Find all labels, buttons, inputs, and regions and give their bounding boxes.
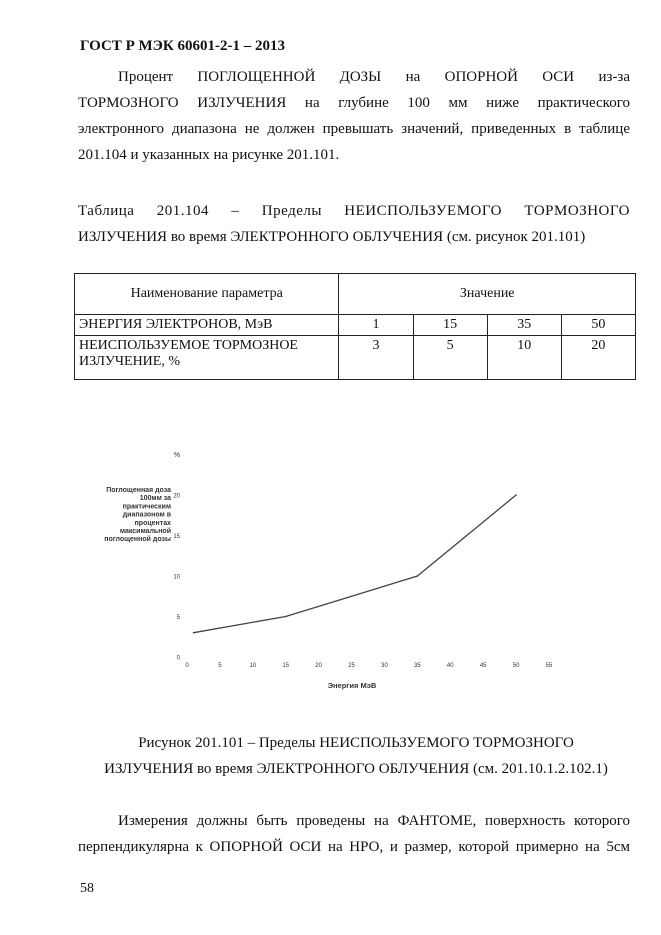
x-tick-label: 55 — [545, 663, 553, 669]
column-header-value: Значение — [339, 274, 636, 315]
table-row — [75, 315, 636, 336]
x-tick-label: 5 — [218, 663, 222, 669]
row-label: ЭНЕРГИЯ ЭЛЕКТРОНОВ, МэВ — [75, 315, 339, 336]
y-tick-label: 0 — [176, 655, 180, 662]
intro-line: электронного диапазона не должен превышать значений, приведенных в таблице — [78, 121, 630, 137]
intro-line: ТОРМОЗНОГО ИЗЛУЧЕНИЯ на глубине 100 мм ниже практического — [78, 95, 630, 111]
y-axis-title-line: поглощенной дозы — [104, 536, 171, 544]
y-axis-title-line: Поглощенная доза — [106, 487, 171, 494]
intro-line: 201.104 и указанных на рисунке 201.101. — [78, 147, 340, 163]
x-tick-labels — [185, 663, 553, 669]
x-tick-label: 10 — [249, 663, 257, 669]
table-title-line: Таблица 201.104 – Пределы НЕИСПОЛЬЗУЕМОГО ТОРМОЗНОГО — [78, 203, 630, 219]
y-tick-labels — [173, 494, 180, 662]
table-cell: 35 — [487, 315, 561, 336]
y-axis-title-line: максимальной — [119, 528, 171, 535]
x-tick-label: 45 — [479, 663, 487, 669]
intro-paragraph — [78, 64, 630, 168]
figure-caption — [80, 730, 632, 782]
y-tick-label: 15 — [173, 534, 180, 540]
y-tick-label: 20 — [173, 493, 180, 500]
row-label: НЕИСПОЛЬЗУЕМОЕ ТОРМОЗНОЕ ИЗЛУЧЕНИЕ, % — [75, 336, 339, 380]
data-points — [193, 494, 517, 633]
x-axis-title: Энергия МэВ — [327, 681, 377, 690]
parameter-table — [74, 273, 636, 380]
outro-line: Измерения должны быть проведены на ФАНТОМЕ, поверхность которого — [118, 813, 630, 829]
data-point — [417, 575, 419, 577]
y-axis-title-line: процентах — [134, 519, 171, 527]
table-cell: 20 — [561, 336, 635, 380]
bremsstrahlung-chart — [0, 440, 661, 700]
series-line — [194, 495, 516, 633]
y-axis-title — [104, 487, 171, 543]
y-axis-title-line: диапазоном в — [122, 511, 171, 519]
table-header-row — [75, 274, 636, 315]
column-header-param: Наименование параметра — [75, 274, 339, 315]
data-point — [515, 494, 517, 496]
table-title-line: ИЗЛУЧЕНИЯ во время ЭЛЕКТРОННОГО ОБЛУЧЕНИЯ (см. рисунок 201.101) — [78, 229, 586, 245]
table-title — [78, 198, 630, 250]
x-tick-label: 40 — [446, 663, 454, 669]
table-cell: 1 — [339, 315, 413, 336]
x-tick-label: 30 — [381, 663, 388, 669]
y-tick-label: 5 — [176, 615, 180, 621]
intro-line: Процент ПОГЛОЩЕННОЙ ДОЗЫ на ОПОРНОЙ ОСИ из-за — [118, 69, 630, 85]
table-cell: 3 — [339, 336, 413, 380]
x-tick-label: 50 — [512, 663, 520, 669]
table-cell: 5 — [413, 336, 487, 380]
y-axis-title-line: 100мм за — [139, 495, 171, 503]
data-point — [193, 632, 195, 634]
outro-paragraph — [78, 808, 630, 860]
table-cell: 15 — [413, 315, 487, 336]
data-point — [285, 616, 287, 618]
page-number: 58 — [80, 881, 94, 896]
x-tick-label: 0 — [185, 663, 189, 669]
x-tick-label: 15 — [282, 663, 290, 669]
x-tick-label: 25 — [348, 663, 355, 669]
y-unit-label: % — [173, 452, 181, 459]
document-header: ГОСТ Р МЭК 60601-2-1 – 2013 — [80, 38, 285, 54]
y-axis-title-line: практическим — [122, 503, 171, 511]
caption-line: ИЗЛУЧЕНИЯ во время ЭЛЕКТРОННОГО ОБЛУЧЕНИЯ (см. 201.10.1.2.102.1) — [104, 761, 608, 777]
outro-line: перпендикулярна к ОПОРНОЙ ОСИ на НРО, и размер, которой примерно на 5см — [78, 839, 630, 855]
table-row — [75, 336, 636, 380]
x-tick-label: 20 — [315, 663, 322, 669]
table-cell: 10 — [487, 336, 561, 380]
y-tick-label: 10 — [173, 574, 180, 581]
caption-line: Рисунок 201.101 – Пределы НЕИСПОЛЬЗУЕМОГО ТОРМОЗНОГО — [138, 735, 574, 751]
x-tick-label: 35 — [414, 663, 421, 669]
table-cell: 50 — [561, 315, 635, 336]
